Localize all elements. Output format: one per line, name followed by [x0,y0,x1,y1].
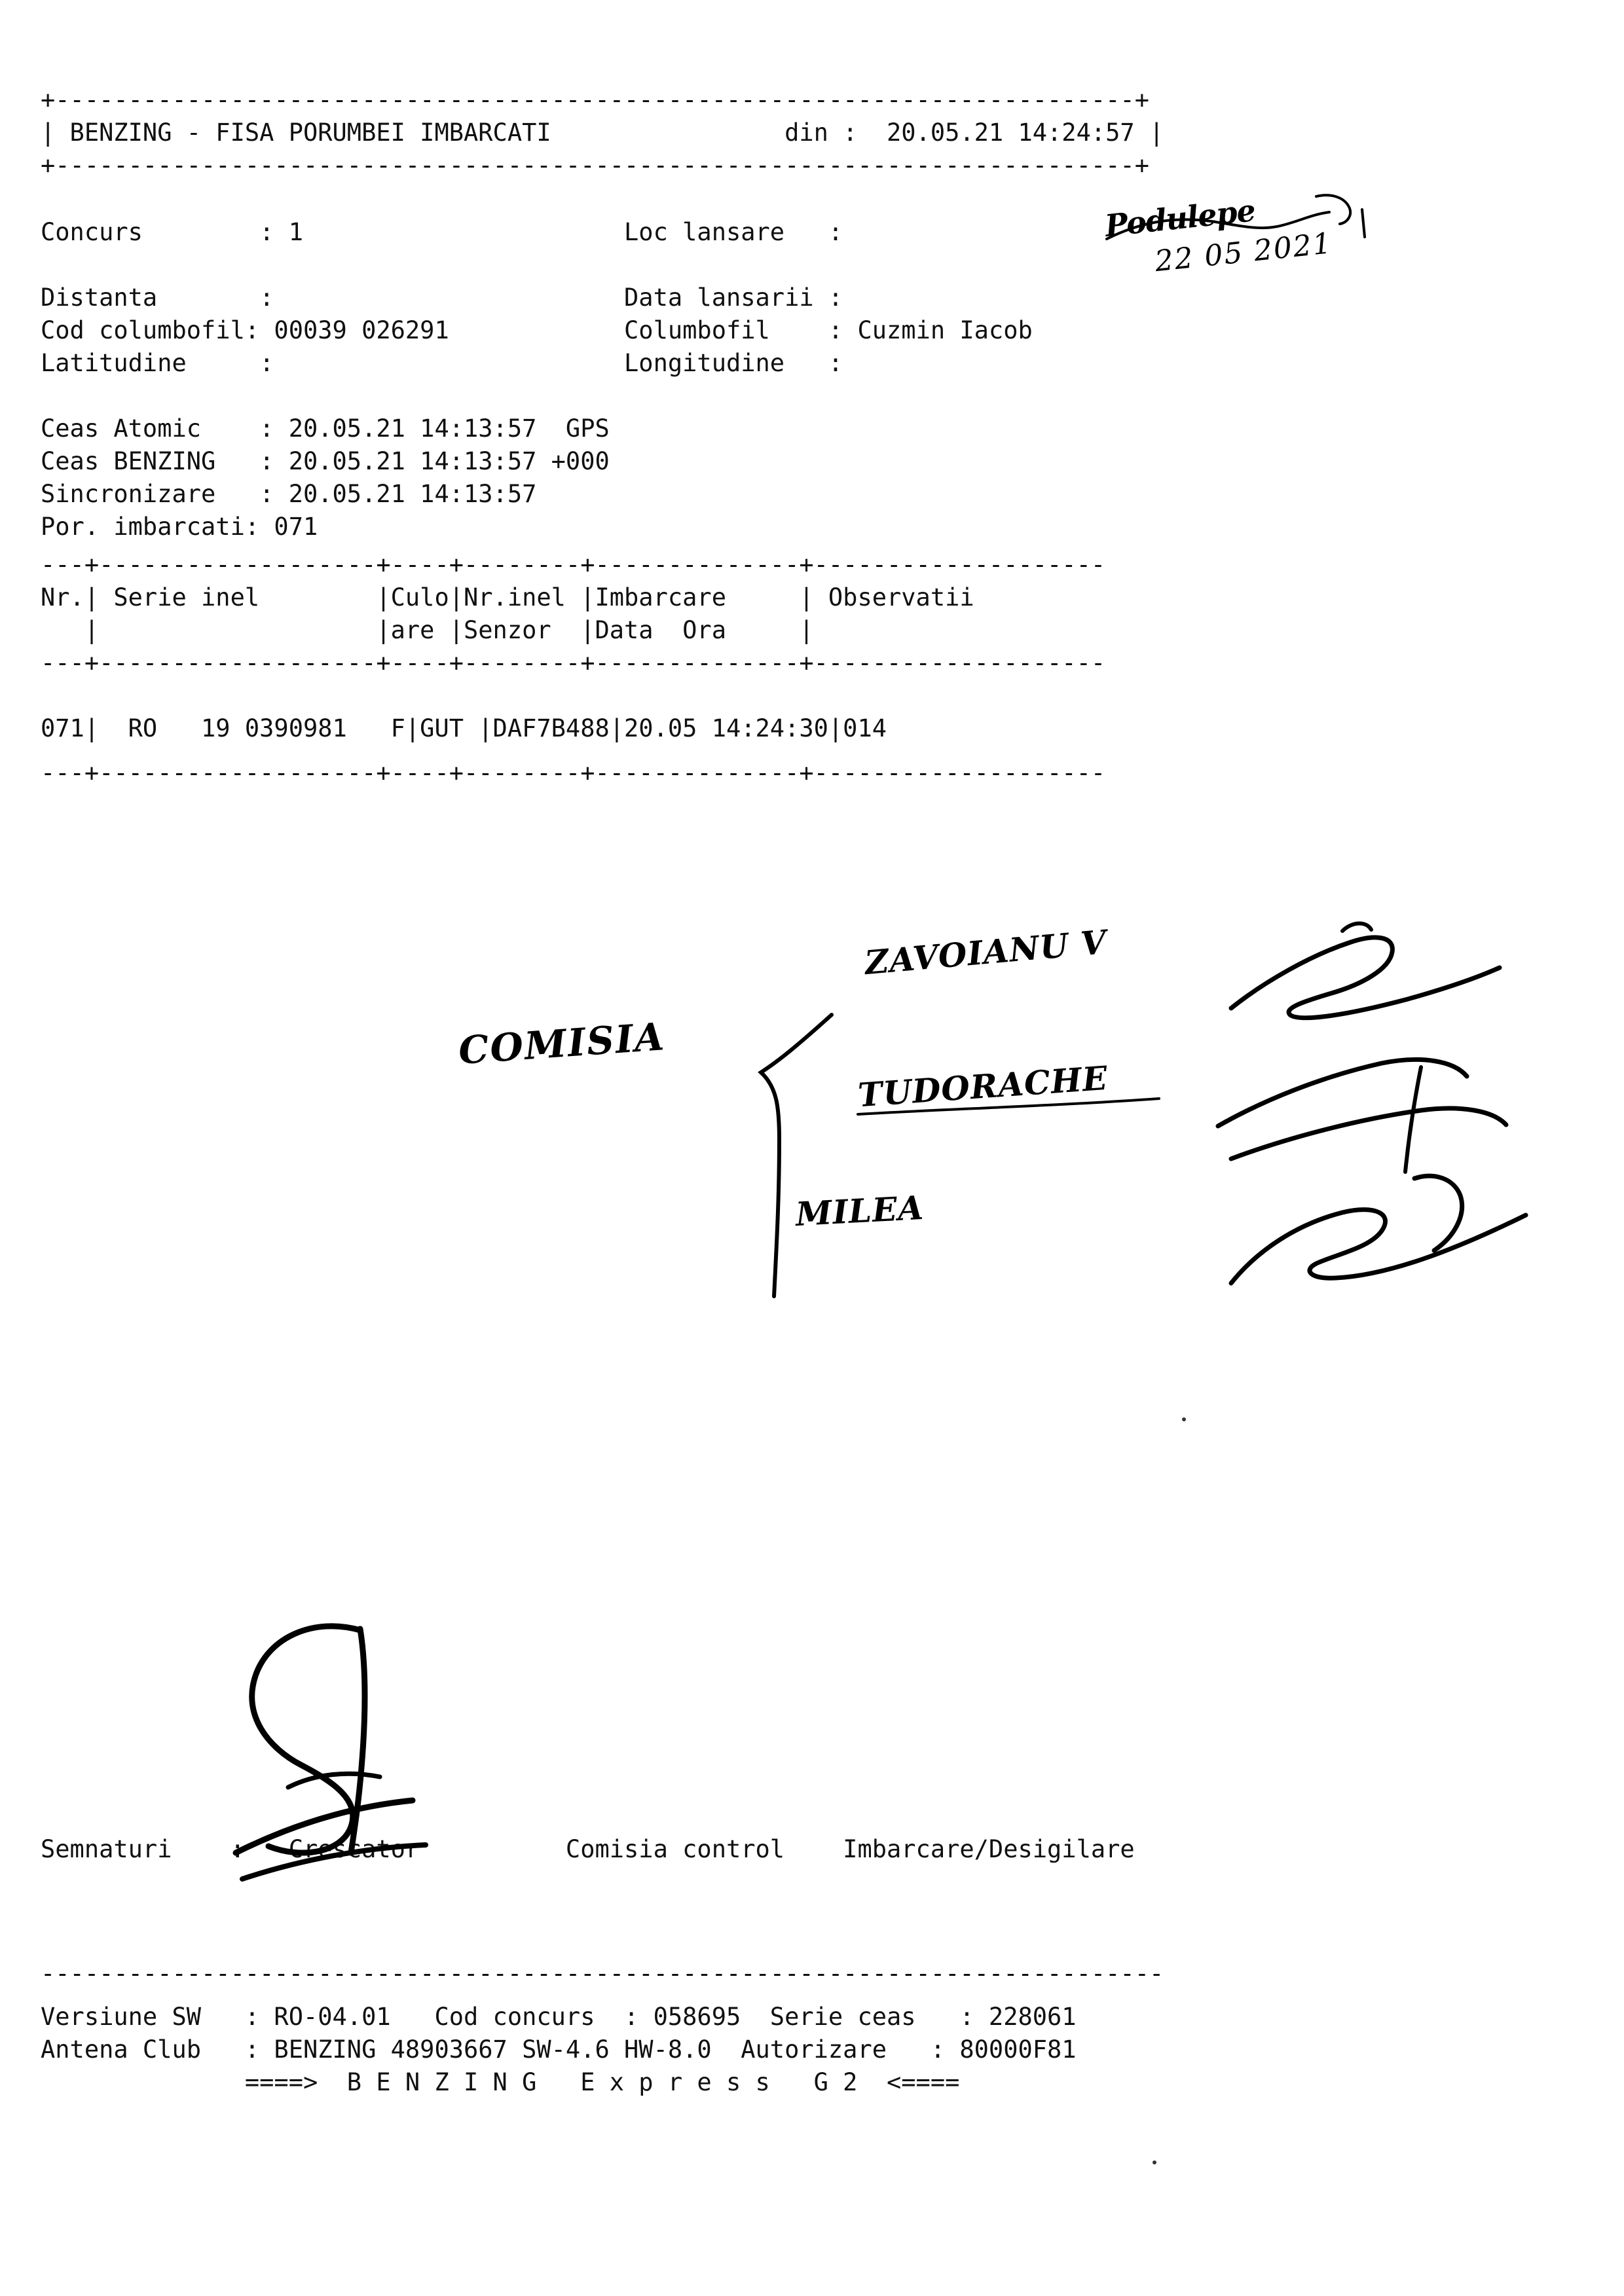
pigeon-table [41,549,1105,790]
footer-block [41,1958,1164,2099]
footer-line-brand: ====> B E N Z I N G E x p r e s s G 2 <==== [41,2068,960,2096]
footer-line-versiune: Versiune SW : RO-04.01 Cod concurs : 058695 Serie ceas : 228061 [41,2003,1077,2031]
header-bottom-border: +--------------------------------------------------------------------------+ [41,151,1149,179]
table-header-line-1: Nr.| Serie inel |Culo|Nr.inel |Imbarcare | Observatii [41,583,974,611]
clock-line-atomic: Ceas Atomic : 20.05.21 14:13:57 GPS [41,414,610,443]
clock-line-benzing: Ceas BENZING : 20.05.21 14:13:57 +000 [41,447,610,475]
handwritten-member-2: TUDORACHE [857,1058,1109,1115]
header-title-line: | BENZING - FISA PORUMBEI IMBARCATI din : 20.05.21 14:24:57 | [41,118,1164,147]
signature-row [41,1833,1135,1866]
header-box [41,84,1164,182]
footer-rule: ----------------------------------------------------------------------------- [41,1959,1164,1988]
clock-line-sincronizare: Sincronizare : 20.05.21 14:13:57 [41,480,537,508]
info-line-concurs: Concurs : 1 Loc lansare : [41,218,843,246]
handwritten-loc-lansare-ink [1100,190,1493,301]
table-rule-mid: ---+-------------------+----+--------+--------------+-------------------- [41,649,1106,677]
ink-dot-1 [1182,1417,1186,1421]
handwritten-member-2-strike [851,1087,1192,1133]
handwritten-brace [733,1008,845,1322]
table-rule-top: ---+-------------------+----+--------+--------------+-------------------- [41,551,1106,579]
handwritten-loc-lansare-place: Podulepe [1103,192,1257,244]
info-line-latitudine: Latitudine : Longitudine : [41,349,843,377]
ink-dot-2 [1153,2160,1156,2164]
clock-block [41,412,610,543]
handwritten-member-1: ZAVOIANU V [863,922,1109,983]
info-block [41,216,1033,380]
handwritten-commission-signature-3 [1218,1152,1545,1322]
handwritten-comisia-label: COMISIA [457,1014,667,1073]
footer-line-antena: Antena Club : BENZING 48903667 SW-4.6 HW-8.0 Autorizare : 80000F81 [41,2035,1077,2064]
handwritten-loc-lansare [1103,185,1334,283]
info-line-cod-columbofil: Cod columbofil: 00039 026291 Columbofil : Cuzmin Iacob [41,316,1033,344]
signature-labels: Semnaturi : Crescator Comisia control Imbarcare/Desigilare [41,1835,1135,1863]
handwritten-commission-signature-2 [1205,1048,1519,1205]
table-rule-bottom: ---+-------------------+----+--------+--------------+-------------------- [41,759,1106,787]
info-line-distanta: Distanta : Data lansarii : [41,283,843,312]
table-row: 071| RO 19 0390981 F|GUT |DAF7B488|20.05 14:24:30|014 [41,714,887,742]
handwritten-commission-signature-1 [1211,917,1513,1113]
handwritten-member-3: MILEA [794,1188,925,1234]
clock-line-por-imbarcati: Por. imbarcati: 071 [41,513,318,541]
header-top-border: +--------------------------------------------------------------------------+ [41,86,1149,114]
table-header-line-2: | |are |Senzor |Data Ora | [41,616,814,644]
handwritten-loc-lansare-date: 22 05 2021 [1153,227,1335,279]
